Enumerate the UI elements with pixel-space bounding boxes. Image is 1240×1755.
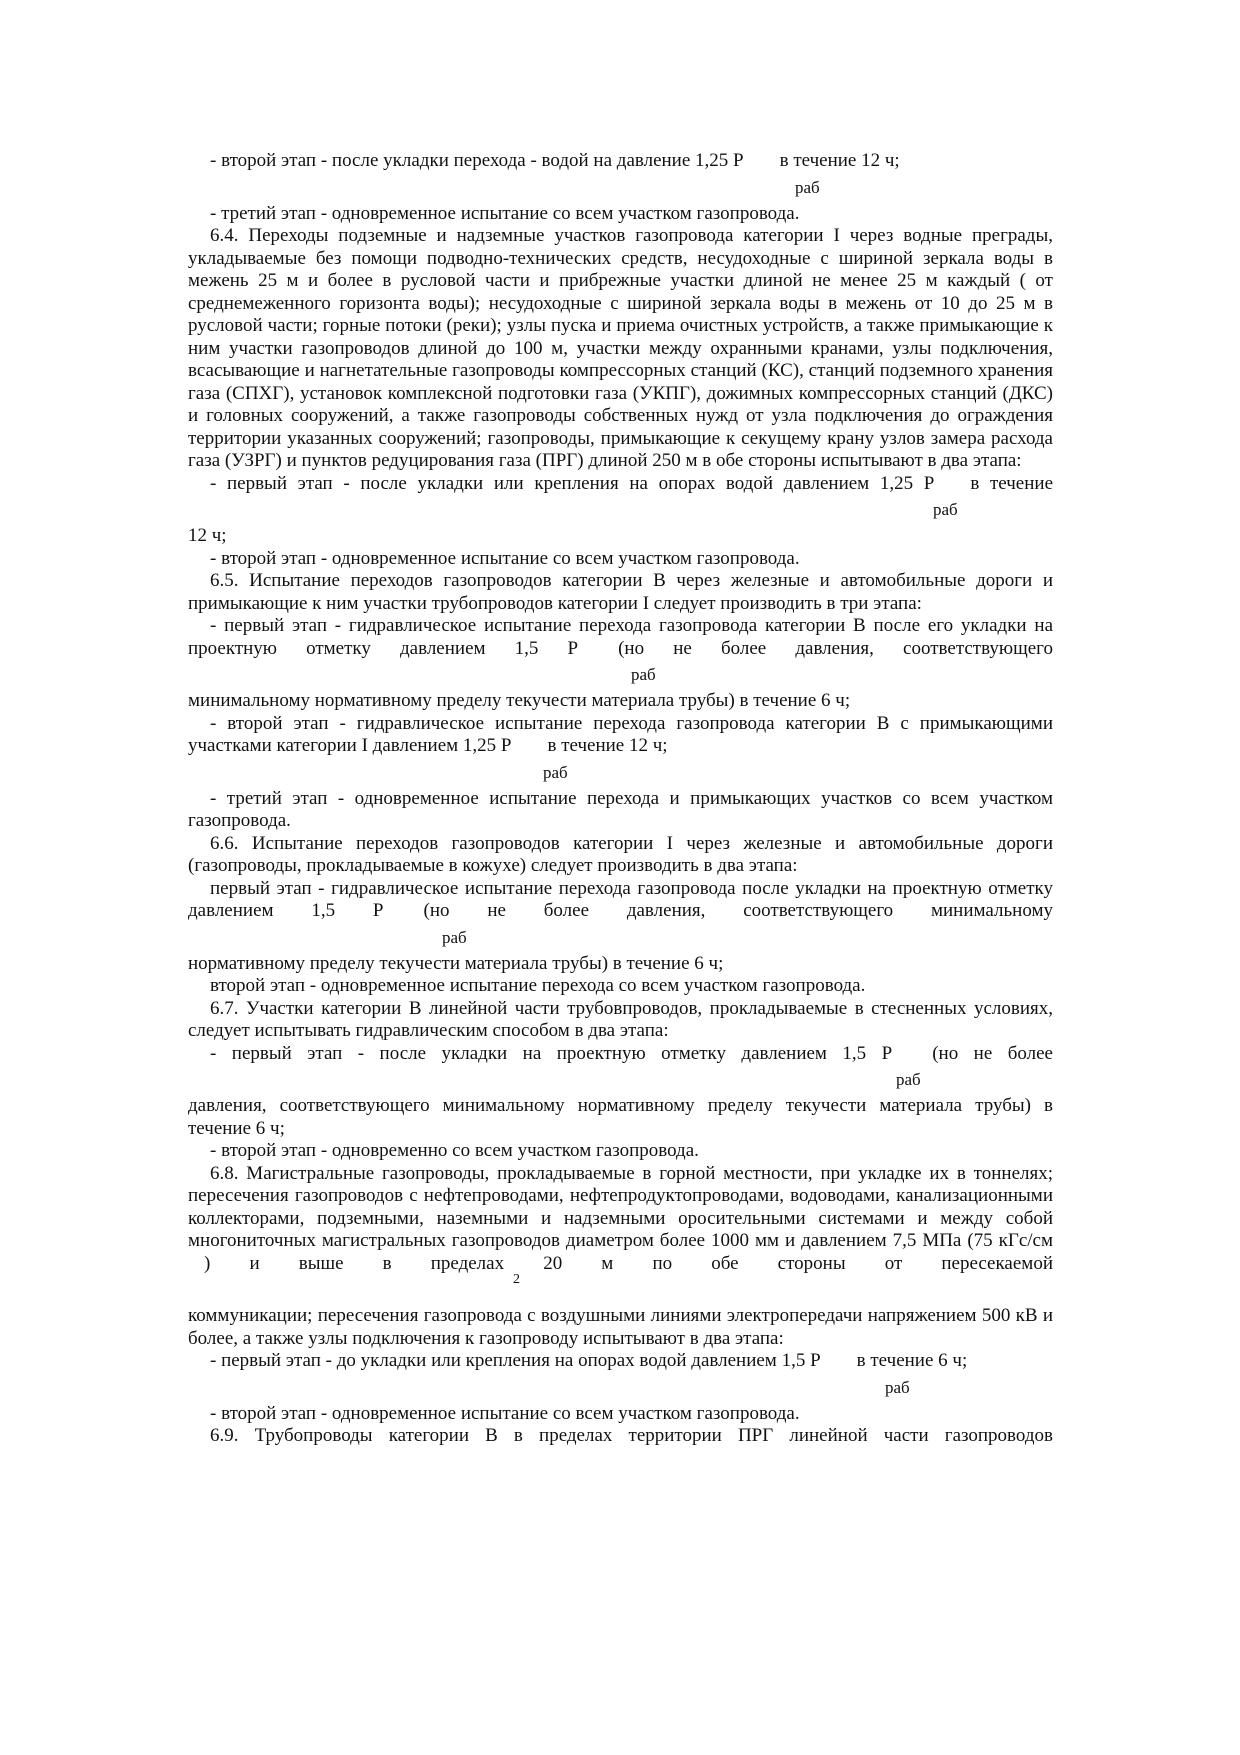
subscript-row (188, 1272, 1053, 1305)
paragraph: коммуникации; пересечения газопровода с воздушными линиями электропередачи напряжением 500 кВ и более, а также узлы подключения к газопроводу испытывают в два этапа: (188, 1305, 1053, 1349)
paragraph (188, 1163, 1053, 1276)
text-line: - второй этап - гидравлическое испытание перехода газопровода категории В с примыкающими участками категории I давлением 1,25 Р (188, 712, 1053, 756)
paragraph (188, 615, 1053, 660)
subscript: раб (885, 1377, 910, 1397)
paragraph: давления, соответствующего минимальному нормативному пределу текучести материала трубы) в течение 6 ч; (188, 1095, 1053, 1139)
text-line: - первый этап - после укладки на проектную отметку давлением 1,5 Р (210, 1042, 893, 1064)
text-line: 6.8. Магистральные газопроводы, прокладываемые в горной местности, при укладке их в тоннелях; пересечения газопроводов с нефтепроводами, нефтепродуктопроводами, водоводами, канализационными коллекторами, подземными, наземными и надземными оросительными системами и между собой многониточных магистральных газопроводов диаметром более 1000 мм и давлением 7,5 МПа (75 кГс/см (188, 1162, 1053, 1251)
paragraph: 6.7. Участки категории В линейной части трубовпроводов, прокладываемые в стесненных условиях, следует испытывать гидравлическим способом в два этапа: (188, 997, 1053, 1041)
paragraph: 6.6. Испытание переходов газопроводов категории I через железные и автомобильные дороги (газопроводы, прокладываемые в кожухе) следует производить в два этапа: (188, 832, 1053, 876)
text-line: ) и выше в пределах 20 м по обе стороны от пересекаемой (204, 1252, 1053, 1274)
subscript-row (188, 495, 1053, 525)
text-line: в течение (970, 472, 1053, 494)
text-line: в течение 12 ч; (779, 150, 900, 171)
text-line: - первый этап - после укладки или крепления на опорах водой давлением 1,25 Р (210, 472, 935, 494)
subscript: раб (896, 1070, 921, 1089)
subscript: раб (631, 665, 656, 684)
paragraph: - второй этап - одновременно со всем участком газопровода. (210, 1140, 699, 1161)
paragraph: второй этап - одновременное испытание перехода со всем участком газопровода. (210, 975, 866, 996)
paragraph: - второй этап - одновременное испытание со всем участком газопровода. (210, 1402, 800, 1424)
text-line: (но не более (932, 1042, 1053, 1064)
paragraph: минимальному нормативному пределу текучести материала трубы) в течение 6 ч; (188, 690, 851, 711)
superscript: 2 (513, 1272, 520, 1287)
paragraph: нормативному пределу текучести материала трубы) в течение 6 ч; (188, 952, 724, 974)
paragraph (188, 713, 1053, 758)
subscript: раб (543, 762, 568, 782)
text-line: первый этап - гидравлическое испытание перехода газопровода после укладки на проектную отметку давлением 1,5 Р (188, 877, 1053, 921)
subscript-row (188, 1373, 1053, 1403)
paragraph (188, 1043, 1053, 1066)
text-line: (но не более давления, соответствующего минимальному (423, 900, 1053, 921)
subscript-row (188, 173, 1053, 203)
text-line: - второй этап - после укладки перехода - водой на давление 1,25 Р (210, 150, 744, 171)
paragraph: 6.4. Переходы подземные и надземные участков газопровода категории I через водные преграды, укладываемые без помощи подводно-технических средств, несудоходные с шириной зеркала воды в межень 25 м и более в русловой части и прибрежные участки длиной не менее 25 м каждый ( от среднемеженного горизонта воды); несудоходные с шириной зеркала воды в межень от 10 до 25 м в русловой части; горные потоки (реки); узлы пуска и приема очистных устройств, а также примыкающие к ним участки газопроводов длиной до 100 м, участки между охранными кранами, узлы подключения, всасывающие и нагнетательные газопроводы компрессорных станций (КС), станций подземного хранения газа (СПХГ), установок комплексной подготовки газа (УКПГ), дожимных компрессорных станций (ДКС) и головных сооружений, а также газопроводы собственных нужд от узла подключения до ограждения территории указанных сооружений; газопроводы, примыкающие к секущему крану узлов замера расхода газа (УЗРГ) и пунктов редуцирования газа (ПРГ) длиной 250 м в обе стороны испытывают в два этапа: (188, 225, 1053, 471)
subscript: раб (442, 927, 467, 947)
subscript-row (188, 1065, 1053, 1095)
text-line: - первый этап - до укладки или крепления на опорах водой давлением 1,5 Р (210, 1350, 821, 1371)
document-page (188, 150, 1053, 1448)
paragraph: 6.9. Трубопроводы категории В в пределах территории ПРГ линейной части газопроводов (210, 1425, 1053, 1446)
paragraph (188, 1350, 1053, 1373)
text-line: - первый этап - гидравлическое испытание перехода газопровода категории В после его укладки на проектную отметку давлением 1,5 Р (188, 615, 1053, 659)
subscript-row (188, 923, 1053, 953)
paragraph: - третий этап - одновременное испытание со всем участком газопровода. (210, 202, 800, 224)
subscript: раб (933, 500, 958, 519)
text-line: (но не более давления, соответствующего (618, 637, 1053, 659)
paragraph: 12 ч; (188, 525, 227, 546)
subscript-row (188, 660, 1053, 690)
paragraph: - третий этап - одновременное испытание перехода и примыкающих участков со всем участком газопровода. (188, 787, 1053, 831)
paragraph (188, 473, 1053, 496)
subscript: раб (795, 177, 820, 197)
text-line: в течение 12 ч; (547, 735, 668, 756)
paragraph: - второй этап - одновременное испытание со всем участком газопровода. (210, 547, 800, 569)
subscript-row (188, 758, 1053, 788)
paragraph (188, 878, 1053, 923)
text-line: в течение 6 ч; (856, 1350, 968, 1371)
paragraph: 6.5. Испытание переходов газопроводов категории В через железные и автомобильные дороги и примыкающие к ним участки трубопроводов категории I следует производить в три этапа: (188, 570, 1053, 614)
paragraph (188, 150, 1053, 173)
